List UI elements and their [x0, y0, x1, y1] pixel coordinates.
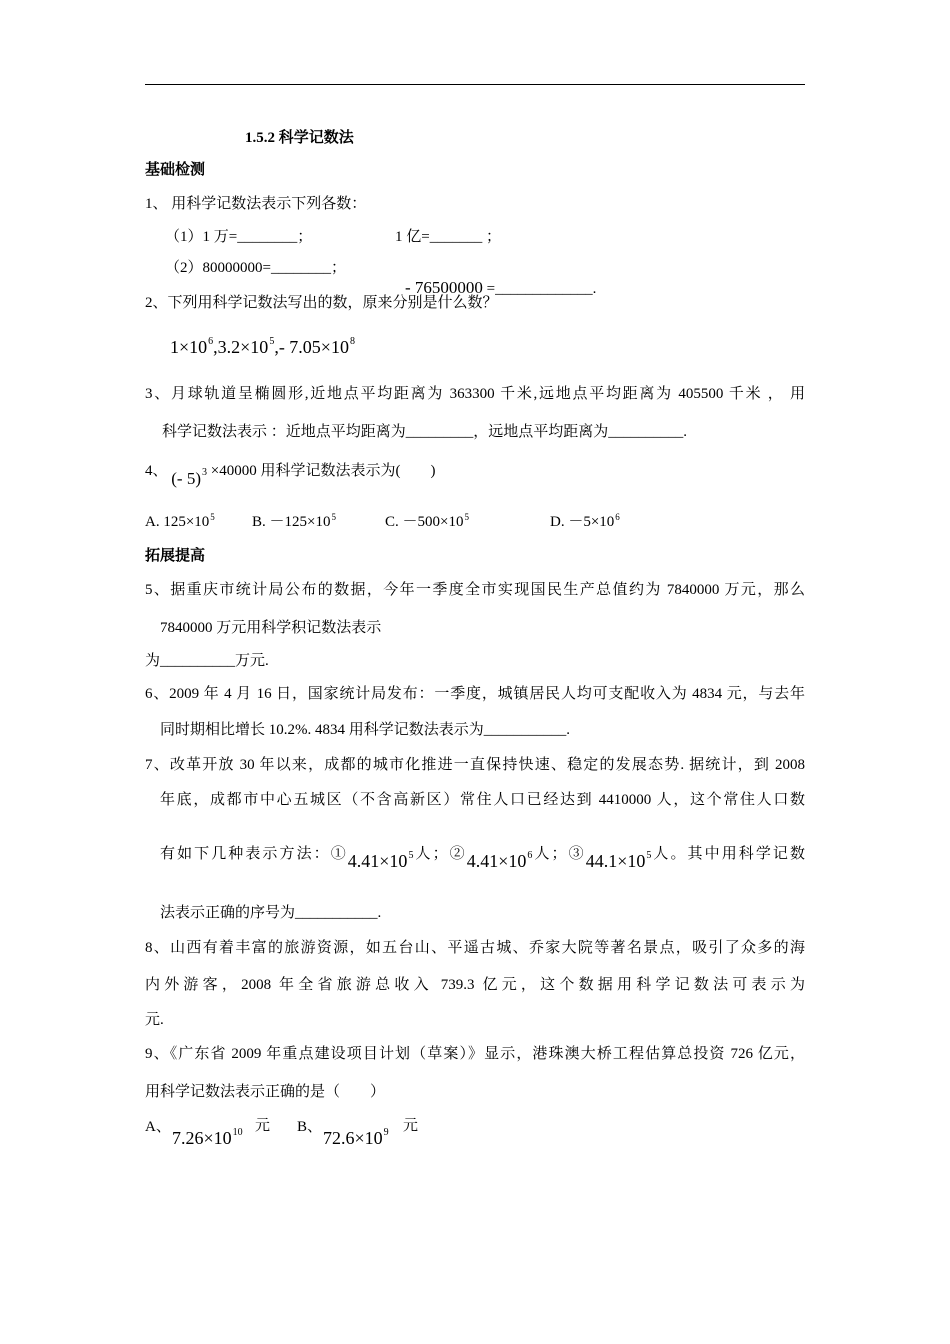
q9-line-2: 用科学记数法表示正确的是（ ） — [145, 1084, 386, 1100]
q7-option-2 — [467, 851, 533, 875]
q9-option-b-unit: 元 — [403, 1118, 419, 1134]
q4-option-d-exponent: 6 — [615, 512, 620, 522]
q2-stem: 2、下列用科学记数法写出的数，原来分别是什么数？ — [145, 295, 498, 311]
q7-text-4: 人。其中用科学记数 — [651, 846, 805, 862]
q2-number-2-exponent: 5 — [269, 336, 275, 347]
q4-prefix: 4、 — [145, 463, 172, 479]
q4-option-b-base: B. －125×10 — [252, 514, 331, 530]
header-rule — [145, 84, 805, 85]
q7-option-1-exponent: 5 — [408, 850, 414, 861]
q4-rest: ×40000 用科学记数法表示为( ) — [207, 463, 436, 479]
section-heading-basic: 基础检测 — [145, 162, 206, 178]
q5-line-3: 为__________万元. — [145, 653, 269, 669]
q9-option-a-base: 7.26×10 — [172, 1128, 232, 1148]
q2-numbers — [170, 337, 355, 361]
q4-option-a-base: A. 125×10 — [145, 514, 210, 530]
q7-option-2-base: 4.41×10 — [466, 851, 527, 871]
q9-option-a-value — [172, 1128, 243, 1152]
q7-option-1 — [348, 851, 414, 875]
q3-line-1: 3、月球轨道呈椭圆形,近地点平均距离为 363300 千米,远地点平均距离为 405500 千米 ， 用 — [145, 386, 805, 402]
q8-line-3: 元. — [145, 1012, 164, 1028]
q7-line-2: 年底，成都市中心五城区（不含高新区）常住人口已经达到 4410000 人，这个常住人口数 — [160, 792, 805, 808]
q6-line-2: 同时期相比增长 10.2%. 4834 用科学记数法表示为___________. — [160, 722, 570, 738]
q4-option-a — [145, 512, 215, 533]
q1-stem: 1、 用科学记数法表示下列各数： — [145, 196, 367, 212]
q4-option-d-base: D. －5×10 — [550, 514, 615, 530]
q1-item2-blank: =_____________. — [482, 281, 597, 297]
q9-option-b-exponent: 9 — [383, 1127, 389, 1138]
q1-item1-a: （1）1 万=________； — [165, 229, 313, 245]
page-title: 1.5.2 科学记数法 — [245, 130, 354, 146]
q4-exponent: 3 — [202, 467, 207, 478]
q1-item2-number: - 76500000 — [405, 278, 483, 297]
q5-line-1: 5、据重庆市统计局公布的数据，今年一季度全市实现国民生产总值约为 7840000 万元，那么 — [145, 582, 805, 598]
q6-line-1: 6、2009 年 4 月 16 日，国家统计局发布：一季度，城镇居民人均可支配收入为 4834 元，与去年 — [145, 686, 805, 702]
q4-option-b-exponent: 5 — [331, 512, 336, 522]
q7-line-4: 法表示正确的序号为___________. — [160, 905, 382, 921]
q4-base: (- 5) — [171, 469, 201, 488]
q1-item1-b: 1 亿=_______ ； — [395, 229, 501, 245]
q9-option-b-value — [323, 1128, 389, 1152]
q7-text-2: 人；② — [413, 846, 467, 862]
q4-option-d — [550, 512, 620, 533]
q9-option-a-label: A、 — [145, 1119, 171, 1135]
q4-option-c-base: C. －500×10 — [385, 514, 464, 530]
q9-option-a-exponent: 10 — [232, 1127, 243, 1138]
q7-option-3-exponent: 5 — [646, 850, 652, 861]
q8-line-1: 8、山西有着丰富的旅游资源，如五台山、平遥古城、乔家大院等著名景点，吸引了众多的海 — [145, 940, 805, 956]
q4-line — [145, 460, 436, 488]
q5-line-2: 7840000 万元用科学积记数法表示 — [160, 620, 382, 636]
section-heading-extend: 拓展提高 — [145, 548, 206, 564]
q4-option-c-exponent: 5 — [464, 512, 469, 522]
q3-line-2: 科学记数法表示 ：近地点平均距离为_________，远地点平均距离为__________. — [162, 424, 688, 440]
q4-option-a-exponent: 5 — [210, 512, 215, 522]
q7-option-1-base: 4.41×10 — [347, 851, 408, 871]
q2-number-3-exponent: 8 — [349, 336, 355, 347]
q7-line-3 — [160, 842, 805, 871]
q7-option-3 — [586, 851, 652, 875]
q2-number-2-base: ,3.2×10 — [213, 337, 269, 357]
q9-line-1: 9、《广东省 2009 年重点建设项目计划（草案）》显示，港珠澳大桥工程估算总投资 726 亿元， — [145, 1046, 805, 1062]
q9-option-b-label: B、 — [297, 1119, 323, 1135]
q7-option-2-exponent: 6 — [527, 850, 533, 861]
q1-item2-a: （2）80000000=________； — [165, 260, 346, 276]
q2-number-3-base: ,- 7.05×10 — [274, 337, 349, 357]
q2-number-1-base: 1×10 — [170, 337, 208, 357]
q2-number-1-exponent: 6 — [208, 336, 214, 347]
q7-line-1: 7、改革开放 30 年以来，成都的城市化推进一直保持快速、稳定的发展态势. 据统计，到 2008 — [145, 757, 805, 773]
q4-option-c — [385, 512, 469, 533]
q8-line-2: 内外游客，2008 年全省旅游总收入 739.3 亿元，这个数据用科学记数法可表示为 — [145, 977, 805, 993]
q9-option-b-base: 72.6×10 — [323, 1128, 383, 1148]
q4-option-b — [252, 512, 336, 533]
q7-option-3-base: 44.1×10 — [585, 851, 646, 871]
q7-text-1: 有如下几种表示方法：① — [160, 846, 348, 862]
q4-math — [171, 469, 207, 492]
q7-text-3: 人；③ — [532, 846, 586, 862]
q9-option-a-unit: 元 — [255, 1118, 271, 1134]
